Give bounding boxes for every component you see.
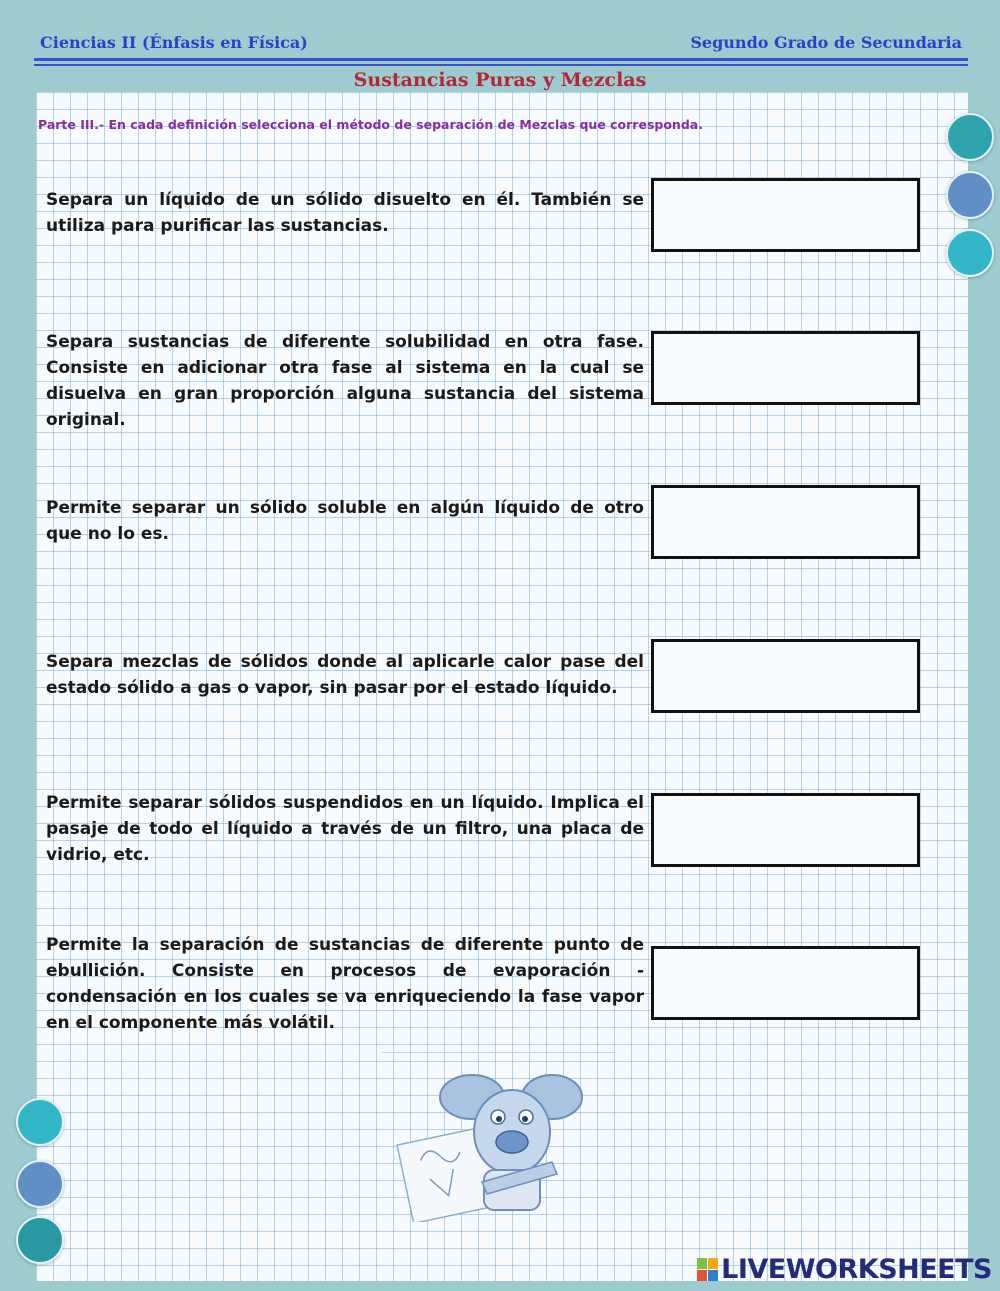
binder-dot-icon bbox=[16, 1160, 64, 1208]
definition-6: Permite la separación de sustancias de diferente punto de ebullición. Consiste en procesos de evaporación - condensación en los cuales se va enriqueciendo la fase vapor en el componente más volátil. bbox=[46, 935, 644, 1033]
subject-header: Ciencias II (Énfasis en Física) bbox=[40, 33, 308, 52]
answer-box-2[interactable] bbox=[651, 331, 920, 405]
binder-dot-icon bbox=[946, 113, 994, 161]
liveworksheets-logo bbox=[697, 1254, 992, 1285]
answer-box-4[interactable] bbox=[651, 639, 920, 713]
answer-box-3[interactable] bbox=[651, 485, 920, 559]
logo-mark-icon bbox=[697, 1258, 718, 1281]
answer-box-5[interactable] bbox=[651, 793, 920, 867]
page-title: Sustancias Puras y Mezclas bbox=[353, 69, 647, 91]
binder-dot-icon bbox=[16, 1216, 64, 1264]
grade-header: Segundo Grado de Secundaria bbox=[690, 33, 962, 52]
header-rule-bottom bbox=[34, 64, 968, 66]
definition-3: Permite separar un sólido soluble en algún líquido de otro que no lo es. bbox=[46, 498, 644, 544]
answer-box-1[interactable] bbox=[651, 178, 920, 252]
definition-4: Separa mezclas de sólidos donde al aplicarle calor pase del estado sólido a gas o vapor, sin pasar por el estado líquido. bbox=[46, 652, 644, 698]
definition-5: Permite separar sólidos suspendidos en un líquido. Implica el pasaje de todo el líquido a través de un filtro, una placa de vidrio, etc. bbox=[46, 793, 644, 865]
binder-dot-icon bbox=[946, 171, 994, 219]
scientist-mascot-icon bbox=[392, 1062, 592, 1222]
logo-text: LIVEWORKSHEETS bbox=[721, 1254, 992, 1285]
definition-1: Separa un líquido de un sólido disuelto en él. También se utiliza para purificar las sustancias. bbox=[46, 190, 644, 236]
binder-dot-icon bbox=[946, 229, 994, 277]
answer-box-6[interactable] bbox=[651, 946, 920, 1020]
divider-line bbox=[382, 1052, 614, 1053]
header-rule-top bbox=[34, 58, 968, 61]
definition-2: Separa sustancias de diferente solubilidad en otra fase. Consiste en adicionar otra fase al sistema en la cual se disuelva en gran proporción alguna sustancia del sistema original. bbox=[46, 332, 644, 430]
instruction-text: Parte III.- En cada definición selecciona el método de separación de Mezclas que corresponda. bbox=[38, 117, 703, 132]
binder-dot-icon bbox=[16, 1098, 64, 1146]
